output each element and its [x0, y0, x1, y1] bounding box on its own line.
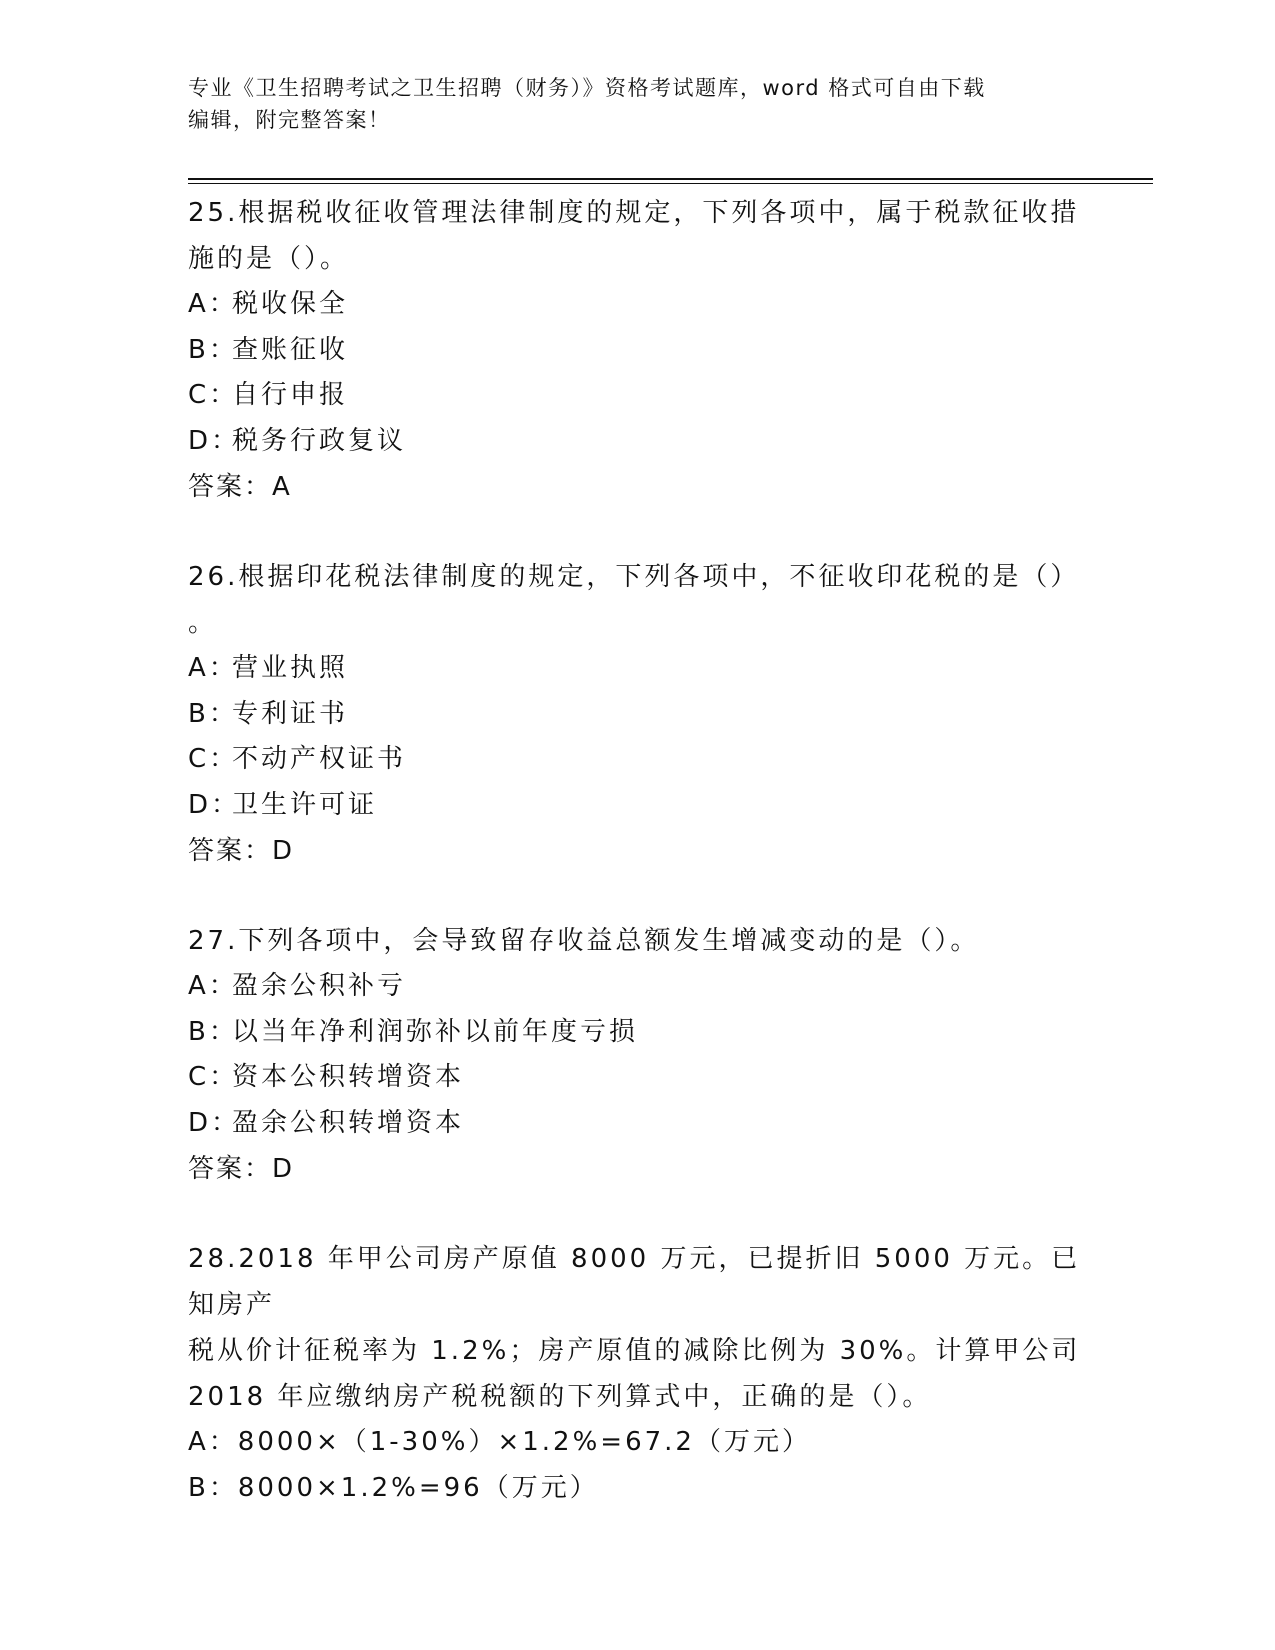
option-key: A：	[188, 971, 238, 1001]
option-key: C：	[188, 380, 239, 410]
option-text: 以当年净利润弥补以前年度亏损	[232, 1016, 639, 1047]
option-key: A：	[188, 653, 238, 683]
option-b	[188, 1010, 1088, 1056]
option-key: C：	[188, 744, 239, 774]
option-text: 营业执照	[232, 653, 349, 683]
question-stem-line: 25.根据税收征收管理法律制度的规定，下列各项中，属于税款征收措	[188, 198, 1080, 228]
option-text: 自行申报	[232, 380, 349, 410]
option-text: 盈余公积转增资本	[232, 1107, 465, 1138]
option-key: B：	[188, 334, 238, 365]
option-key: D：	[188, 789, 241, 820]
question-stem-line: 税从价计征税率为 1.2%；房产原值的减除比例为 30%。计算甲公司	[188, 1336, 1081, 1366]
header-line-1: 专业《卫生招聘考试之卫生招聘（财务）》资格考试题库，word 格式可自由下载	[188, 76, 986, 100]
answer-line: 答案：D	[188, 836, 295, 866]
option-key: C：	[188, 1062, 239, 1092]
question-stem-line: 。	[188, 608, 218, 638]
option-b	[188, 692, 1088, 738]
document-header	[188, 72, 1088, 136]
option-a	[188, 646, 1088, 692]
option-a	[188, 1420, 1088, 1466]
option-key: B：	[188, 1472, 238, 1503]
option-text: 不动产权证书	[232, 744, 407, 774]
option-key: A：	[188, 1427, 238, 1457]
question-stem-line: 26.根据印花税法律制度的规定，下列各项中，不征收印花税的是（）	[188, 562, 1080, 592]
option-key: D：	[188, 1107, 241, 1138]
option-text: 盈余公积补亏	[232, 971, 407, 1001]
option-b	[188, 328, 1088, 374]
question-stem-line: 28.2018 年甲公司房产原值 8000 万元，已提折旧 5000 万元。已知房产	[188, 1244, 1081, 1320]
question-stem-line: 27.下列各项中，会导致留存收益总额发生增减变动的是（）。	[188, 926, 980, 956]
header-divider-thin	[188, 183, 1153, 184]
option-key: D：	[188, 425, 241, 456]
option-text: 资本公积转增资本	[232, 1062, 465, 1092]
option-d	[188, 1101, 1088, 1147]
question-28	[188, 1236, 1088, 1511]
header-divider-thick	[188, 178, 1153, 180]
answer-line: 答案：A	[188, 472, 292, 502]
question-list	[188, 190, 1088, 1511]
option-a	[188, 282, 1088, 328]
option-text: 查账征收	[232, 334, 349, 365]
option-text: 税收保全	[232, 289, 349, 319]
option-c	[188, 1055, 1088, 1101]
option-text: 8000×1.2%=96（万元）	[237, 1472, 599, 1503]
question-stem-line: 2018 年应缴纳房产税税额的下列算式中，正确的是（）。	[188, 1382, 932, 1412]
question-26	[188, 554, 1088, 874]
option-text: 8000×（1-30%）×1.2%=67.2（万元）	[237, 1427, 811, 1457]
option-c	[188, 737, 1088, 783]
question-25	[188, 190, 1088, 510]
option-c	[188, 373, 1088, 419]
option-b	[188, 1466, 1088, 1512]
option-text: 专利证书	[232, 698, 349, 729]
question-stem-line: 施的是（）。	[188, 244, 350, 274]
option-key: A：	[188, 289, 238, 319]
option-d	[188, 419, 1088, 465]
option-key: B：	[188, 698, 238, 729]
question-27	[188, 918, 1088, 1192]
option-text: 税务行政复议	[232, 425, 407, 456]
header-line-2: 编辑，附完整答案！	[188, 108, 391, 132]
option-text: 卫生许可证	[232, 789, 378, 820]
option-key: B：	[188, 1016, 238, 1047]
option-a	[188, 964, 1088, 1010]
answer-line: 答案：D	[188, 1154, 295, 1184]
option-d	[188, 783, 1088, 829]
